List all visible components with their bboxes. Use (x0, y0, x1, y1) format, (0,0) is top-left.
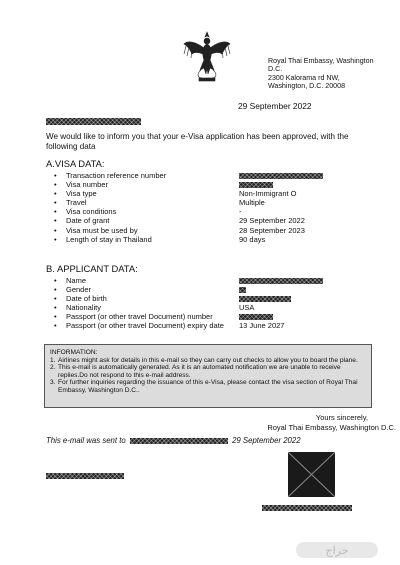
closing-block (256, 413, 396, 432)
information-item-text: This e-mail is automatically generated. As it is an automated notification we are unable to receive replies.Do not respond to this e-mail address. (58, 364, 341, 379)
embassy-address (268, 57, 388, 91)
bullet-icon: • (54, 294, 57, 304)
visa-data-label: Visa type (66, 189, 97, 199)
bullet-icon: • (54, 180, 57, 190)
applicant-data-value: 13 June 2027 (239, 321, 285, 331)
applicant-data-value (239, 276, 323, 285)
visa-data-row (46, 226, 376, 235)
intro-paragraph: We would like to inform you that your e-Visa application has been approved, with the following data (46, 132, 349, 152)
watermark-text: حراج (325, 544, 349, 557)
bullet-icon: • (54, 312, 57, 322)
applicant-data-row (46, 321, 376, 330)
applicant-data-row (46, 285, 376, 294)
applicant-data-label: Passport (or other travel Document) expiry date (66, 321, 224, 331)
visa-data-value: 90 days (239, 234, 266, 244)
visa-data-row (46, 180, 376, 189)
information-item-number: 3. (50, 379, 56, 387)
information-box (44, 344, 372, 408)
embassy-address-line: Washington, D.C. 20008 (268, 82, 346, 91)
bullet-icon: • (54, 285, 57, 295)
visa-data-value (239, 171, 323, 180)
visa-data-heading: A.VISA DATA: (46, 158, 105, 169)
visa-data-label: Travel (66, 198, 87, 208)
information-item (50, 364, 366, 379)
footer-redaction (46, 473, 124, 479)
applicant-data-row (46, 303, 376, 312)
bullet-icon: • (54, 171, 57, 180)
sent-to-prefix: This e-mail was sent to (46, 436, 126, 445)
applicant-data-label: Name (66, 276, 87, 285)
embassy-address-line: 2300 Kalorama rd NW, (268, 73, 340, 82)
applicant-data-value-redaction (239, 296, 291, 302)
applicant-data-value (239, 285, 246, 294)
information-heading: INFORMATION: (50, 349, 98, 356)
garuda-emblem-icon (182, 28, 232, 84)
visa-data-label: Visa conditions (66, 207, 117, 217)
visa-data-label: Visa must be used by (66, 225, 138, 235)
applicant-data-value-redaction (239, 287, 246, 293)
applicant-data-label: Passport (or other travel Document) number (66, 312, 213, 322)
applicant-data-row (46, 312, 376, 321)
applicant-data-value: USA (239, 303, 255, 313)
bullet-icon: • (54, 321, 57, 331)
visa-data-row (46, 207, 376, 216)
information-item-number: 2. (50, 364, 56, 372)
applicant-data-value-redaction (239, 278, 323, 284)
sent-date: 29 September 2022 (232, 436, 301, 445)
visa-data-value-redaction (239, 182, 273, 188)
information-item-number: 1. (50, 356, 56, 364)
applicant-data-value (239, 294, 291, 303)
bullet-icon: • (54, 189, 57, 199)
visa-data-row (46, 216, 376, 225)
bullet-icon: • (54, 303, 57, 313)
visa-data-row (46, 189, 376, 198)
applicant-data-label: Date of birth (66, 294, 107, 304)
embassy-address-line: Royal Thai Embassy, Washington D.C. (268, 57, 374, 74)
bullet-icon: • (54, 216, 57, 226)
bullet-icon: • (54, 207, 57, 217)
visa-data-value-redaction (239, 173, 323, 179)
visa-data-label: Date of grant (66, 216, 110, 226)
redacted-photo (288, 452, 335, 497)
visa-data-row (46, 198, 376, 207)
bullet-icon: • (54, 225, 57, 235)
visa-data-label: Length of stay in Thailand (66, 234, 152, 244)
letter-date: 29 September 2022 (238, 101, 312, 111)
closing-signature: Royal Thai Embassy, Washington D.C. (267, 422, 396, 432)
visa-data-value: Non-Immigrant O (239, 189, 297, 199)
visa-data-row (46, 171, 376, 180)
bullet-icon: • (54, 198, 57, 208)
closing-salutation: Yours sincerely, (315, 413, 368, 422)
information-item (50, 379, 366, 394)
addressee-redaction (46, 118, 141, 125)
information-item-text: For further inquiries regarding the issuance of this e-Visa, please contact the visa section of Royal Thai Embassy, Washington D.C.. (58, 379, 358, 394)
visa-data-value: 29 September 2022 (239, 216, 305, 226)
visa-data-value: - (239, 207, 242, 217)
haraj-watermark-logo (296, 538, 378, 560)
bullet-icon: • (54, 276, 57, 285)
information-item (50, 357, 366, 365)
applicant-data-list (46, 276, 376, 331)
signature-redaction (262, 505, 352, 511)
visa-data-row (46, 235, 376, 244)
visa-data-value: 28 September 2023 (239, 225, 305, 235)
applicant-data-row (46, 294, 376, 303)
applicant-data-value (239, 312, 273, 321)
visa-data-label: Transaction reference number (66, 171, 167, 180)
recipient-email-redaction (130, 438, 228, 444)
applicant-data-value-redaction (239, 314, 273, 320)
applicant-data-row (46, 276, 376, 285)
sent-to-line (46, 436, 301, 445)
applicant-data-label: Gender (66, 285, 92, 295)
applicant-data-label: Nationality (66, 303, 102, 313)
visa-data-list (46, 171, 376, 244)
visa-data-label: Visa number (66, 180, 108, 190)
visa-data-value (239, 180, 273, 189)
visa-data-value: Multiple (239, 198, 265, 208)
information-item-text: Airlines might ask for details in this e-mail so they can carry out checks to allow you to board the plane. (58, 356, 358, 364)
applicant-data-heading: B. APPLICANT DATA: (46, 263, 138, 274)
bullet-icon: • (54, 234, 57, 244)
